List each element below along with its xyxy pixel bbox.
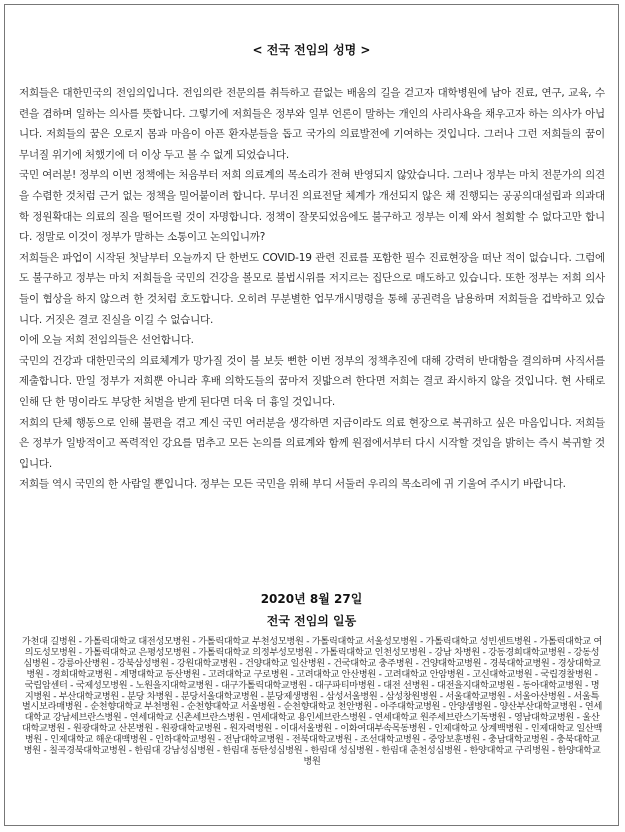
paragraph: 저희들 역시 국민의 한 사람일 뿐입니다. 정부는 모든 국민을 위해 부디 서둘러 우리의 목소리에 귀 기울여 주시기 바랍니다. xyxy=(19,478,566,491)
statement-signer: 전국 전임의 일동 xyxy=(266,614,357,628)
paragraph: 저희의 단체 행동으로 인해 불편을 겪고 계신 국민 여러분을 생각하면 지금이라도 의료 현장으로 복귀하고 싶은 마음입니다. 저희들은 정부가 일방적이고 폭력적인 강요를 멈추고 모든 논의를 의료계와 함께 원점에서부터 다시 시작할 것임을 밝히는 즉시 복귀할 것입니다. xyxy=(19,416,605,470)
document-title: < 전국 전임의 성명 > xyxy=(252,43,371,57)
document-page xyxy=(4,4,619,826)
paragraph: 국민의 건강과 대한민국의 의료체계가 망가질 것이 불 보듯 뻔한 이번 정부의 정책추진에 대해 강력히 반대함을 결의하며 사직서를 제출합니다. 만일 정부가 저희뿐 아니라 후배 의학도들의 꿈마저 짓밟으려 한다면 저희는 결코 좌시하지 않을 것입니다. 현 사태로 인해 단 한 명이라도 부당한 처벌을 받게 된다면 더욱 더 흉일 것입니다. xyxy=(19,354,605,408)
statement-date: 2020년 8월 27일 xyxy=(260,592,363,606)
hospital-list: 가천대 길병원 - 가톨릭대학교 대전성모병원 - 가톨릭대학교 부천성모병원 - 가톨릭대학교 서울성모병원 - 가톨릭대학교 성빈센트병원 - 가톨릭대학교 여의도성모병원 - 가톨릭대학교 은평성모병원 - 가톨릭대학교 의정부성모병원 - 가톨릭대학교 인천성모병원 - 강남 차병원 - 강동경희대학교병원 - 강동성심병원 - 강릉아산병원 - 강북삼성병원 - 강원대학교병원 - 건양대학교 일산병원 - 건국대학교 충주병원 - 건양대학교병원 - 경북대학교병원 - 경상대학교병원 - 경희대학교병원 - 계명대학교 동산병원 - 고려대학교 구로병원 - 고려대학교 안산병원 - 고려대학교 안암병원 - 고신대학교병원 - 국립경찰병원 - 국립암센터 - 국제성모병원 - 노원을지대학교병원 - 대구가톨릭대학교병원 - 대구파티마병원 - 대전 선병원 - 대전을지대학교병원 - 동아대학교병원 - 명지병원 - 부산대학교병원 - 분당 차병원 - 분당서울대학교병원 - 분당제생병원 - 삼성서울병원 - 삼성창원병원 - 서울대학교병원 - 서울아산병원 - 서울특별시보라매병원 - 순천향대학교 부천병원 - 순천향대학교 서울병원 - 순천향대학교 천안병원 - 아주대학교병원 - 안양샘병원 - 양산부산대학교병원 - 연세대학교 강남세브란스병원 - 연세대학교 신촌세브란스병원 - 연세대학교 용인세브란스병원 - 연세대학교 원주세브란스기독병원 - 영남대학교병원 - 울산대학교병원 - 원광대학교 산본병원 - 원광대학교병원 - 원자력병원 - 이대서울병원 - 이화여대부속목동병원 - 인제대학교 상계백병원 - 인제대학교 일산백병원 - 인제대학교 해운대백병원 - 인하대학교병원 - 전남대학교병원 - 전북대학교병원 - 조선대학교병원 - 중앙보훈병원 - 충남대학교병원 - 충북대학교병원 - 칠곡경북대학교병원 - 한림대 강남성심병원 - 한림대 동탄성심병원 - 한림대 성심병원 - 한림대 춘천성심병원 - 한양대학교 구리병원 - 한양대학교병원 xyxy=(21,636,603,767)
paragraph: 이에 오늘 저희 전임의들은 선언합니다. xyxy=(19,334,194,347)
statement-body xyxy=(19,83,605,495)
paragraph: 저희들은 대한민국의 전임의입니다. 전임의란 전문의를 취득하고 끝없는 배움의 길을 걷고자 대학병원에 남아 진료, 연구, 교육, 수련을 겸하며 일하는 의사를 뜻합니다. 그렇기에 저희들은 정부와 일부 언론이 말하는 개인의 사리사욕을 채우고자 하는 의사가 아닙니다. 저희들의 꿈은 오로지 몸과 마음이 아픈 환자분들을 돕고 국가의 의료발전에 기여하는 것입니다. 그러나 그런 저희들의 꿈이 무너질 위기에 처했기에 더 이상 두고 볼 수 없게 되었습니다. xyxy=(19,87,605,161)
paragraph: 국민 여러분! 정부의 이번 정책에는 처음부터 저희 의료계의 목소리가 전혀 반영되지 않았습니다. 그러나 정부는 마치 전문가의 의견을 수렴한 것처럼 근거 없는 정책을 밀어붙이려 합니다. 무너진 의료전달 체계가 개선되지 않은 채 진행되는 공공의대설립과 의과대학 정원확대는 의료의 질을 떨어뜨릴 것이 자명합니다. 정책이 잘못되었음에도 불구하고 정부는 이제 와서 철회할 수 없다고만 합니다. 정말로 이것이 정부가 말하는 소통이고 논의입니까? xyxy=(19,169,605,244)
paragraph: 저희들은 파업이 시작된 첫날부터 오늘까지 단 한번도 COVID-19 관련 진료를 포함한 필수 진료현장을 떠난 적이 없습니다. 그럼에도 불구하고 정부는 마치 저희들을 국민의 건강을 볼모로 불법시위를 저지르는 집단으로 매도하고 있습니다. 또한 정부는 저희 의사들이 협상을 하지 않으려 한 것처럼 호도합니다. 오히려 무분별한 업무개시명령을 통해 공권력을 남용하며 저희들을 겁박하고 있습니다. 거짓은 결코 진실을 이길 수 없습니다. xyxy=(19,251,605,326)
